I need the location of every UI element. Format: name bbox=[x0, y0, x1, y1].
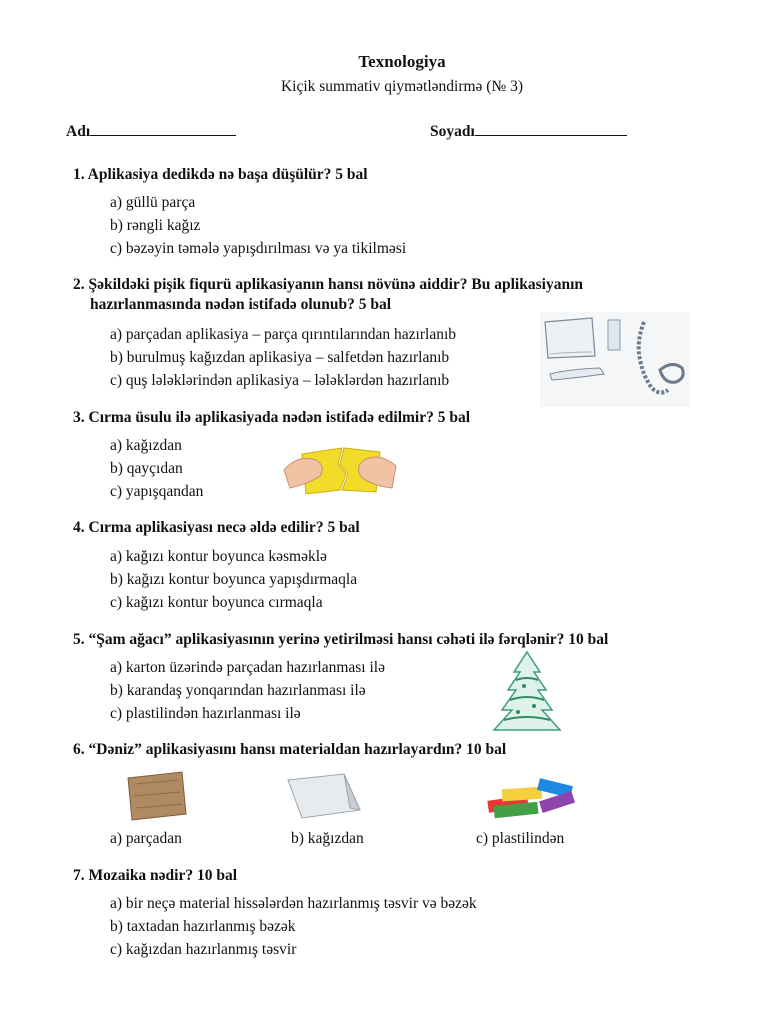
question-4-option-b: b) kağızı kontur boyunca yapışdırmaqla bbox=[110, 571, 358, 588]
question-3: 3. Cırma üsulu ilə aplikasiyada nədən istifadə edilmir? 5 bal bbox=[73, 409, 471, 426]
question-2-line-1: 2. Şəkildəki pişik fiqurü aplikasiyanın hansı növünə aiddir? Bu aplikasiyanın bbox=[73, 276, 583, 293]
fir-tree-image bbox=[488, 650, 566, 736]
paper-image bbox=[284, 770, 364, 822]
question-6-option-b: b) kağızdan bbox=[291, 830, 364, 847]
question-7-option-b: b) taxtadan hazırlanmış bəzək bbox=[110, 918, 296, 935]
question-6-option-a: a) parçadan bbox=[110, 830, 182, 847]
plasticine-image bbox=[484, 770, 580, 822]
name-blank-line[interactable] bbox=[90, 121, 236, 136]
question-5: 5. “Şam ağacı” aplikasiyasının yerinə yetirilməsi hansı cəhəti ilə fərqlənir? 10 bal bbox=[73, 631, 609, 648]
question-6-option-c: c) plastilindən bbox=[476, 830, 565, 847]
surname-blank-line[interactable] bbox=[475, 121, 627, 136]
name-label: Adı bbox=[66, 123, 91, 140]
question-4-option-c: c) kağızı kontur boyunca cırmaqla bbox=[110, 594, 323, 611]
question-5-option-c: c) plastilindən hazırlanması ilə bbox=[110, 705, 301, 722]
surname-field-row bbox=[430, 121, 627, 141]
fabric-image bbox=[122, 770, 190, 822]
question-1-option-a: a) güllü parça bbox=[110, 194, 196, 211]
craft-materials-image bbox=[540, 312, 690, 407]
question-2-option-b: b) burulmuş kağızdan aplikasiya – salfetdən hazırlanıb bbox=[110, 349, 450, 366]
question-7-option-a: a) bir neçə material hissələrdən hazırlanmış təsvir və bəzək bbox=[110, 895, 477, 912]
question-5-option-a: a) karton üzərində parçadan hazırlanması ilə bbox=[110, 659, 385, 676]
page-title: Texnologiya bbox=[358, 52, 446, 71]
question-2-option-a: a) parçadan aplikasiya – parça qırıntılarından hazırlanıb bbox=[110, 326, 457, 343]
question-2-option-c: c) quş lələklərindən aplikasiya – lələklərdən hazırlanıb bbox=[110, 372, 450, 389]
question-2-line-2: hazırlanmasında nədən istifadə olunub? 5 bal bbox=[90, 296, 392, 313]
question-4: 4. Cırma aplikasiyası necə əldə edilir? 5 bal bbox=[73, 519, 360, 536]
question-3-option-a: a) kağızdan bbox=[110, 437, 182, 454]
question-1: 1. Aplikasiya dedikdə nə başa düşülür? 5 bal bbox=[73, 166, 368, 183]
page-subtitle: Kiçik summativ qiymətləndirmə (№ 3) bbox=[280, 78, 524, 95]
question-4-option-a: a) kağızı kontur boyunca kəsməklə bbox=[110, 548, 327, 565]
tearing-paper-image bbox=[280, 440, 400, 498]
name-field-row bbox=[66, 121, 236, 141]
question-6: 6. “Dəniz” aplikasiyasını hansı materialdan hazırlayardın? 10 bal bbox=[73, 741, 507, 758]
surname-label: Soyadı bbox=[430, 123, 475, 140]
question-1-option-b: b) rəngli kağız bbox=[110, 217, 201, 234]
question-2 bbox=[73, 275, 723, 315]
question-5-option-b: b) karandaş yonqarından hazırlanması ilə bbox=[110, 682, 366, 699]
question-3-option-c: c) yapışqandan bbox=[110, 483, 204, 500]
question-7-option-c: c) kağızdan hazırlanmış təsvir bbox=[110, 941, 297, 958]
question-7: 7. Mozaika nədir? 10 bal bbox=[73, 867, 238, 884]
question-3-option-b: b) qayçıdan bbox=[110, 460, 183, 477]
question-1-option-c: c) bəzəyin təmələ yapışdırılması və ya tikilməsi bbox=[110, 240, 407, 257]
